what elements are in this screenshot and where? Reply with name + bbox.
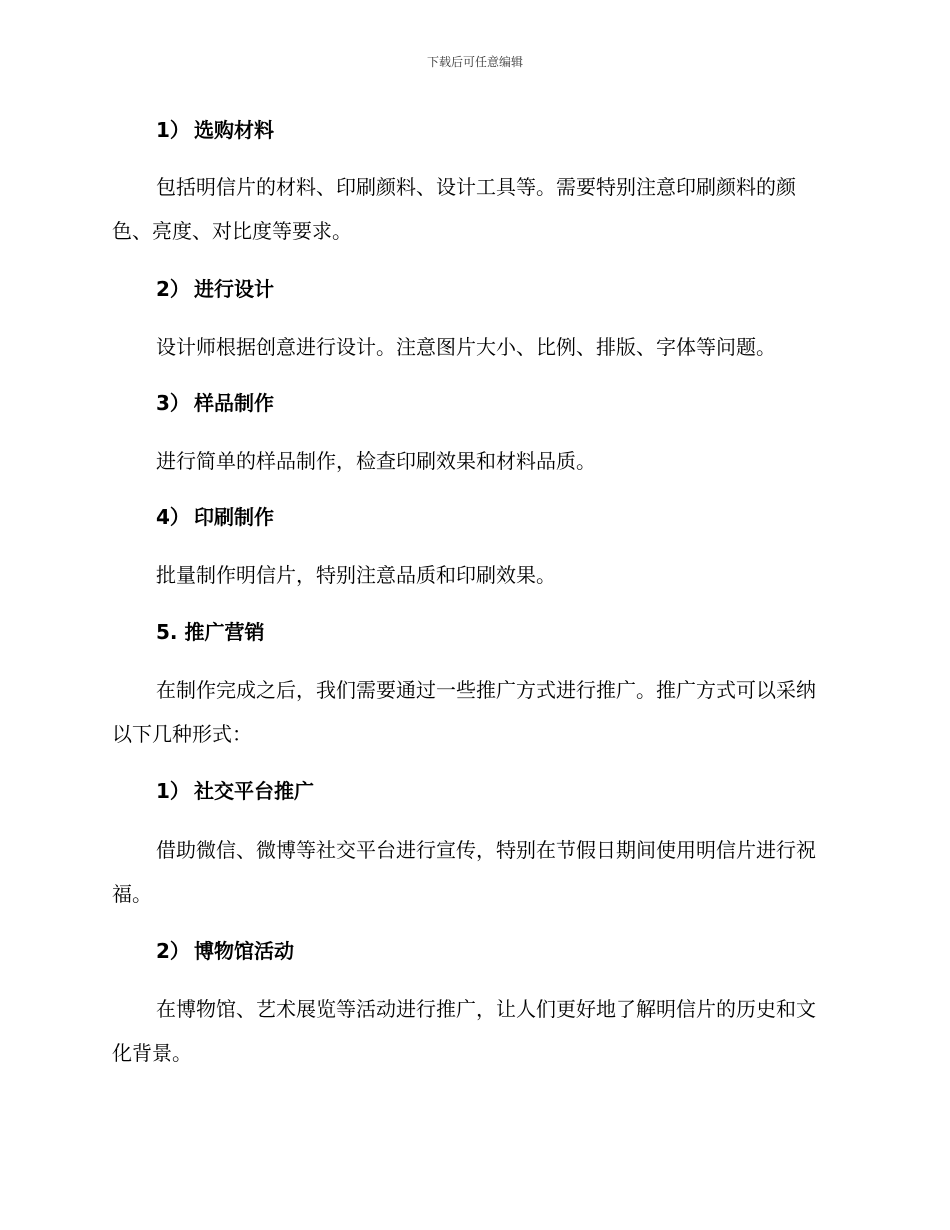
heading-sample bbox=[112, 388, 876, 418]
heading-title: 样品制作 bbox=[194, 391, 274, 415]
heading-select-materials bbox=[112, 115, 876, 145]
heading-title: 印刷制作 bbox=[194, 505, 274, 529]
heading-title: 选购材料 bbox=[194, 118, 274, 142]
paragraph-sample: 进行简单的样品制作，检查印刷效果和材料品质。 bbox=[156, 449, 596, 473]
heading-social bbox=[112, 776, 876, 806]
heading-number: 1） bbox=[156, 779, 190, 803]
paragraph-printing: 批量制作明信片，特别注意品质和印刷效果。 bbox=[156, 563, 556, 587]
heading-number: 2） bbox=[156, 277, 190, 301]
paragraph-design: 设计师根据创意进行设计。注意图片大小、比例、排版、字体等问题。 bbox=[156, 335, 776, 359]
paragraph-museum: 在博物馆、艺术展览等活动进行推广，让人们更好地了解明信片的历史和文化背景。 bbox=[112, 997, 816, 1065]
heading-number: 2） bbox=[156, 939, 190, 963]
heading-title: 社交平台推广 bbox=[194, 779, 314, 803]
heading-title: 5. 推广营销 bbox=[156, 620, 265, 644]
heading-marketing bbox=[112, 617, 876, 647]
page-header: 下载后可任意编辑 bbox=[426, 55, 523, 69]
heading-number: 3） bbox=[156, 391, 190, 415]
heading-number: 1） bbox=[156, 118, 190, 142]
heading-printing bbox=[112, 502, 876, 532]
paragraph-materials: 包括明信片的材料、印刷颜料、设计工具等。需要特别注意印刷颜料的颜色、亮度、对比度等要求。 bbox=[112, 175, 796, 243]
paragraph-marketing: 在制作完成之后，我们需要通过一些推广方式进行推广。推广方式可以采纳以下几种形式： bbox=[112, 678, 816, 746]
heading-number: 4） bbox=[156, 505, 190, 529]
heading-museum bbox=[112, 936, 876, 966]
heading-title: 博物馆活动 bbox=[194, 939, 294, 963]
paragraph-social: 借助微信、微博等社交平台进行宣传，特别在节假日期间使用明信片进行祝福。 bbox=[112, 838, 816, 906]
heading-title: 进行设计 bbox=[194, 277, 274, 301]
heading-design bbox=[112, 274, 876, 304]
